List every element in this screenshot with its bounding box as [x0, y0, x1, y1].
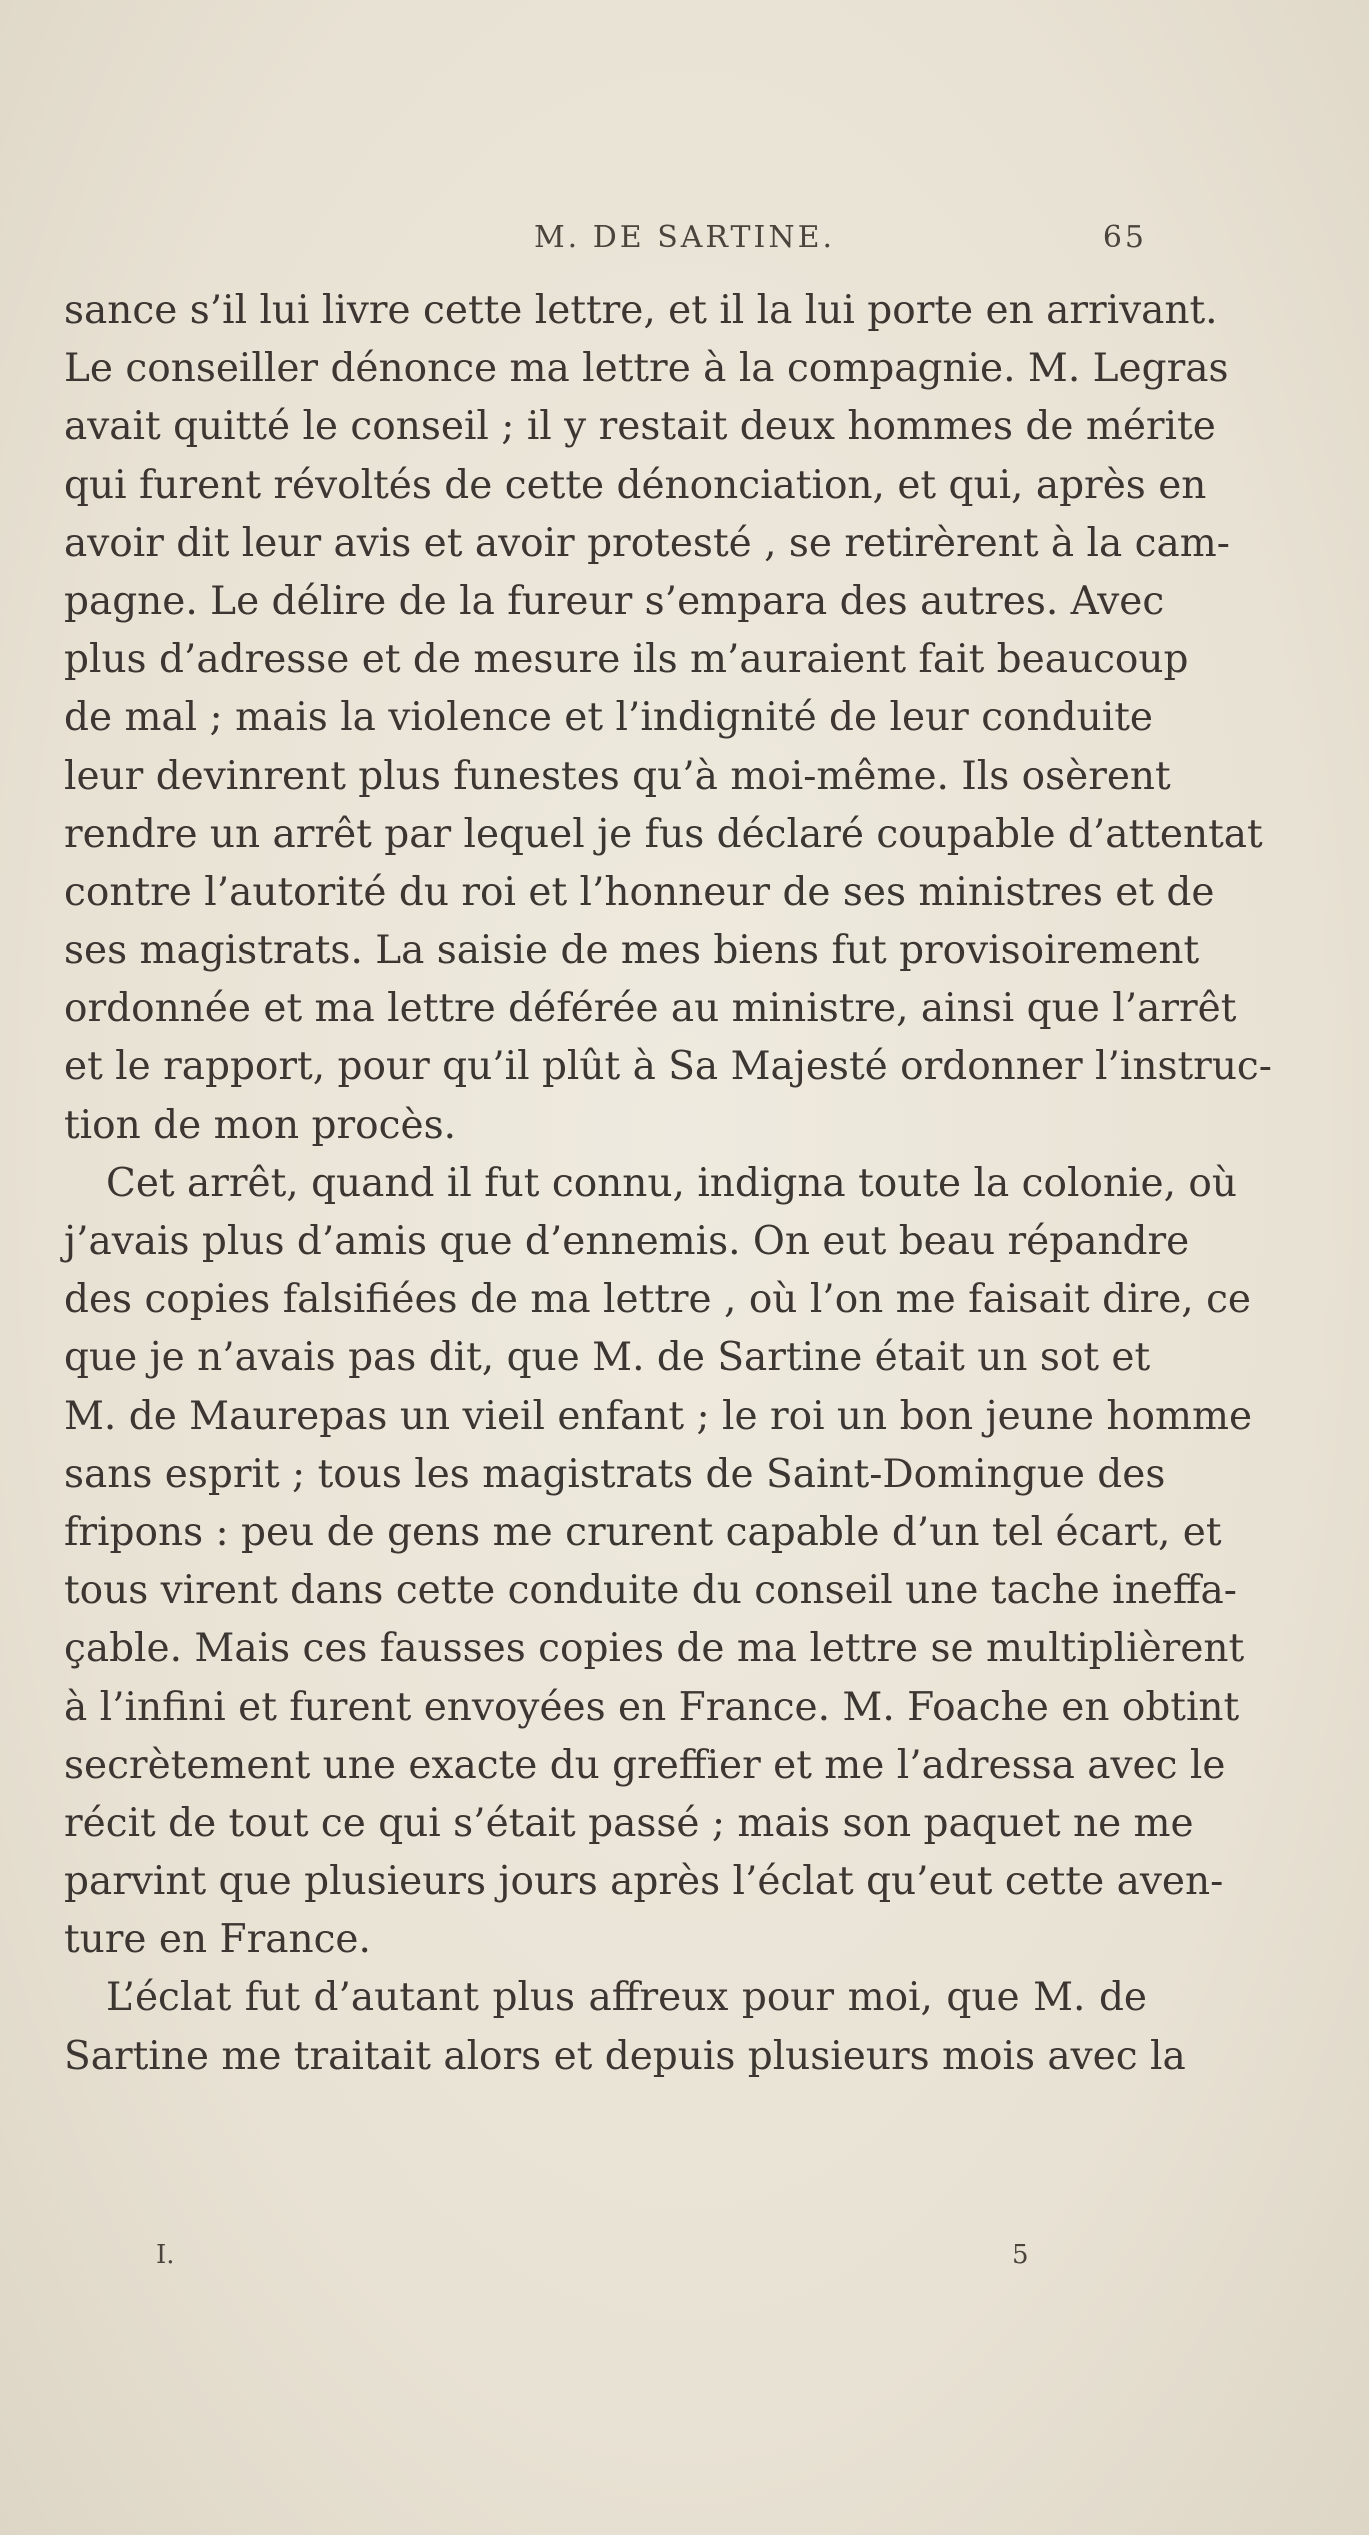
text-line: qui furent révoltés de cette dénonciation, et qui, après en [64, 462, 1207, 508]
text-line: leur devinrent plus funestes qu’à moi-même. Ils osèrent [64, 753, 1171, 799]
text-line: récit de tout ce qui s’était passé ; mais son paquet ne me [64, 1800, 1194, 1846]
footer-signature [0, 2238, 1369, 2278]
text-line: sans esprit ; tous les magistrats de Saint-Domingue des [64, 1451, 1166, 1497]
text-line: fripons : peu de gens me crurent capable d’un tel écart, et [64, 1509, 1222, 1555]
text-line: des copies falsifiées de ma lettre , où l’on me faisait dire, ce [64, 1277, 1251, 1323]
text-line: parvint que plusieurs jours après l’éclat qu’eut cette aven- [64, 1859, 1224, 1905]
signature-mark: 5 [1012, 2240, 1029, 2270]
text-line: Sartine me traitait alors et depuis plusieurs mois avec la [64, 2033, 1186, 2079]
body-text [64, 282, 1272, 2086]
text-line: sance s’il lui livre cette lettre, et il la lui porte en arrivant. [64, 288, 1218, 333]
text-line: avait quitté le conseil ; il y restait deux hommes de mérite [64, 404, 1216, 450]
text-line: rendre un arrêt par lequel je fus déclaré coupable d’attentat [64, 811, 1263, 857]
text-line: de mal ; mais la violence et l’indignité de leur conduite [64, 695, 1153, 741]
volume-mark: I. [156, 2240, 175, 2270]
text-line: Cet arrêt, quand il fut connu, indigna toute la colonie, où [106, 1160, 1237, 1206]
text-line: tion de mon procès. [64, 1102, 456, 1148]
text-line: à l’infini et furent envoyées en France. M. Foache en obtint [64, 1684, 1240, 1730]
text-line: secrètement une exacte du greffier et me l’adressa avec le [64, 1742, 1226, 1788]
running-head [0, 212, 1369, 262]
text-line: ture en France. [64, 1917, 371, 1963]
text-line: ordonnée et ma lettre déférée au ministre, ainsi que l’arrêt [64, 986, 1237, 1032]
text-line: L’éclat fut d’autant plus affreux pour moi, que M. de [106, 1975, 1147, 2021]
text-line: pagne. Le délire de la fureur s’empara des autres. Avec [64, 578, 1165, 624]
text-line: çable. Mais ces fausses copies de ma lettre se multiplièrent [64, 1626, 1245, 1672]
running-title: M. DE SARTINE. [533, 220, 836, 255]
text-line: que je n’avais pas dit, que M. de Sartine était un sot et [64, 1335, 1151, 1381]
text-line: ses magistrats. La saisie de mes biens fut provisoirement [64, 928, 1200, 974]
text-line: et le rapport, pour qu’il plût à Sa Majesté ordonner l’instruc- [64, 1044, 1272, 1090]
text-line: Le conseiller dénonce ma lettre à la compagnie. M. Legras [64, 346, 1229, 392]
text-line: tous virent dans cette conduite du conseil une tache ineffa- [64, 1568, 1237, 1614]
text-line: M. de Maurepas un vieil enfant ; le roi un bon jeune homme [64, 1393, 1253, 1439]
text-line: j’avais plus d’amis que d’ennemis. On eut beau répandre [64, 1219, 1190, 1264]
page-number: 65 [1102, 220, 1147, 255]
text-line: plus d’adresse et de mesure ils m’auraient fait beaucoup [64, 637, 1189, 683]
text-line: contre l’autorité du roi et l’honneur de ses ministres et de [64, 869, 1215, 915]
text-line: avoir dit leur avis et avoir protesté , se retirèrent à la cam- [64, 520, 1230, 566]
